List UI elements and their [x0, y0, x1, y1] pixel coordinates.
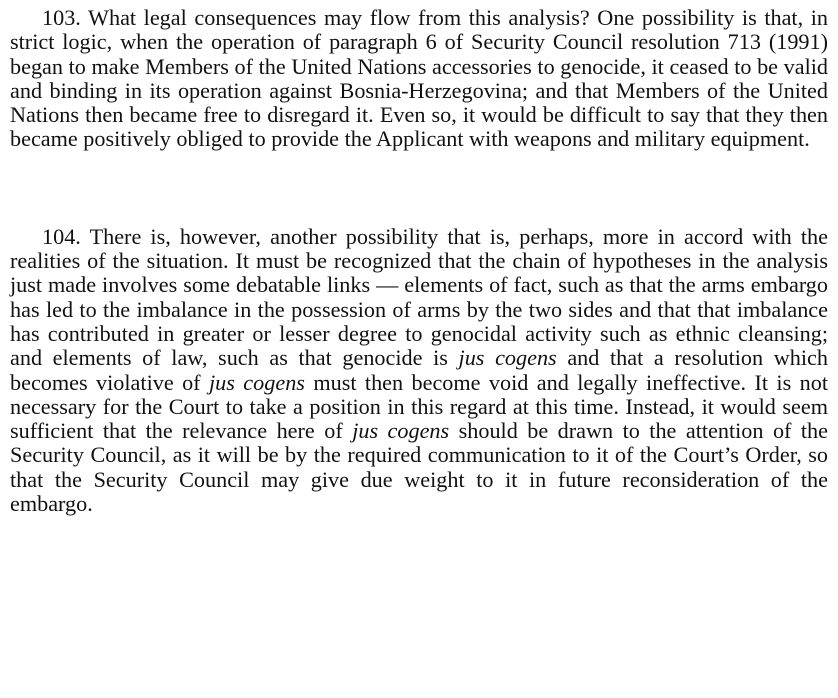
- italic-term: jus cogens: [352, 418, 450, 444]
- italic-term: jus cogens: [458, 345, 557, 371]
- paragraph-text: and that a resolution which becomes violative of: [10, 345, 828, 395]
- paragraph-104: [10, 225, 828, 517]
- italic-term: jus cogens: [209, 369, 305, 395]
- paragraph-text: There is, however, another possibility that is, perhaps, more in accord with the realities of the situation. It must be recognized that the chain of hypotheses in the analysis just made involves some debatable links — elements of fact, such as that the arms embargo has led to the imbalance in the possession of arms by the two sides and that that imbalance has contributed in greater or lesser degree to genocidal activity such as ethnic cleansing; and elements of law, such as that genocide is: [10, 223, 828, 371]
- paragraph-text: should be drawn to the attention of the Security Council, as it will be by the required communication to it of the Court’s Order, so that the Security Council may give due weight to it in future reconsideration of the embargo.: [10, 418, 828, 517]
- paragraph-number: 103.: [42, 5, 81, 30]
- paragraph-text: must then become void and legally ineffective. It is not necessary for the Court to take a position in this regard at this time. Instead, it would seem sufficient that the relevance here of: [10, 369, 828, 444]
- paragraph-number: 104.: [42, 223, 81, 249]
- paragraph-text: What legal consequences may flow from this analysis? One possibility is that, in strict logic, when the operation of paragraph 6 of Security Council resolution 713 (1991) began to make Members of the United Nations accessories to genocide, it ceased to be valid and binding in its operation against Bosnia-Herzegovina; and that Members of the United Nations then became free to disregard it. Even so, it would be difficult to say that they then became positively obliged to provide the Applicant with weapons and military equipment.: [10, 5, 828, 152]
- paragraph-103: [10, 6, 828, 152]
